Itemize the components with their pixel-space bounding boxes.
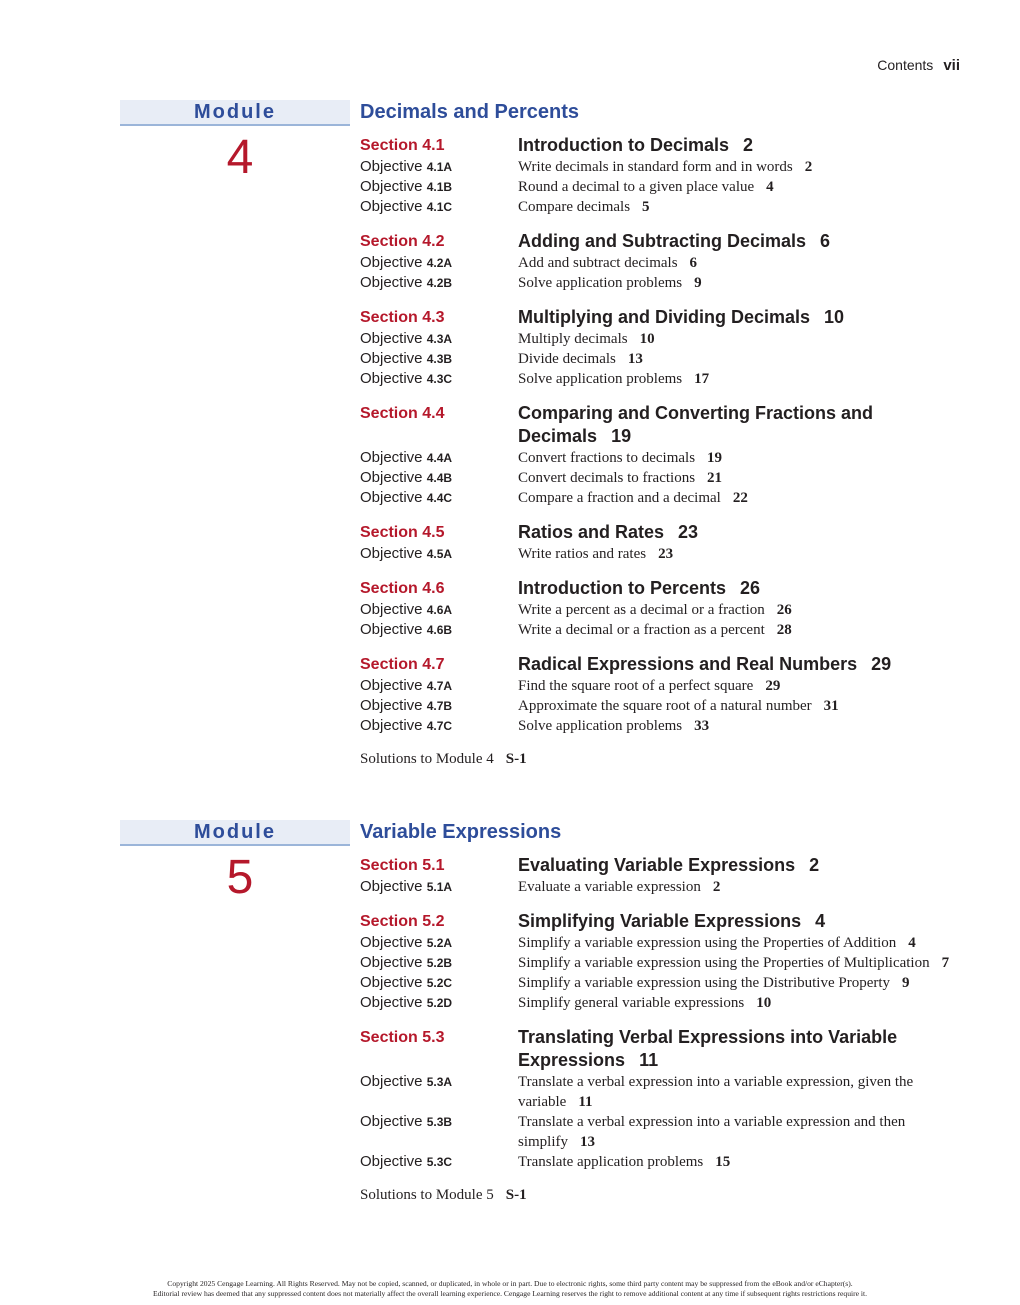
copyright-footer bbox=[0, 1279, 1020, 1299]
objective-link[interactable] bbox=[518, 253, 970, 273]
objective-link[interactable] bbox=[518, 329, 970, 349]
section-title-link[interactable] bbox=[518, 1026, 970, 1072]
objective-word: Objective bbox=[360, 178, 423, 195]
objective-word: Objective bbox=[360, 198, 423, 215]
objective-label bbox=[360, 716, 518, 736]
objective-link[interactable] bbox=[518, 369, 970, 389]
objective-row bbox=[360, 197, 970, 217]
objective-page: 2 bbox=[712, 879, 721, 895]
section-page: 10 bbox=[824, 307, 845, 327]
objective-code: 4.7B bbox=[426, 699, 453, 713]
objective-text: Simplify a variable expression using the Distributive Property bbox=[518, 975, 891, 991]
objective-label bbox=[360, 620, 518, 640]
objective-link[interactable] bbox=[518, 933, 970, 953]
objective-code: 4.1C bbox=[426, 200, 453, 214]
objective-word: Objective bbox=[360, 370, 423, 387]
objective-label bbox=[360, 349, 518, 369]
module-contents bbox=[360, 820, 970, 1205]
objective-word: Objective bbox=[360, 621, 423, 638]
objective-label bbox=[360, 696, 518, 716]
module-number: 5 bbox=[226, 851, 254, 904]
objective-link[interactable] bbox=[518, 676, 970, 696]
section-entry bbox=[360, 306, 970, 389]
section-label: Section 4.3 bbox=[360, 309, 445, 326]
section-page: 26 bbox=[740, 578, 761, 598]
section-entry bbox=[360, 854, 970, 897]
section-label: Section 5.3 bbox=[360, 1029, 445, 1046]
objective-word: Objective bbox=[360, 1153, 423, 1170]
objective-word: Objective bbox=[360, 469, 423, 486]
solutions-page: S-1 bbox=[505, 751, 527, 767]
section-heading-row bbox=[360, 910, 970, 933]
copyright-line: Copyright 2025 Cengage Learning. All Rights Reserved. May not be copied, scanned, or duplicated, in whole or in part. Due to electronic rights, some third party content may be suppressed from the eBook and/or eChapter(s). bbox=[167, 1279, 853, 1288]
objective-code: 5.2B bbox=[426, 956, 453, 970]
objective-row bbox=[360, 620, 970, 640]
section-title-link[interactable] bbox=[518, 230, 970, 253]
objective-label bbox=[360, 329, 518, 349]
section-heading-row bbox=[360, 402, 970, 448]
objective-link[interactable] bbox=[518, 177, 970, 197]
objective-word: Objective bbox=[360, 1113, 423, 1130]
objective-page: 13 bbox=[580, 1134, 596, 1150]
section-title-link[interactable] bbox=[518, 910, 970, 933]
objective-code: 5.2A bbox=[426, 936, 453, 950]
objective-word: Objective bbox=[360, 545, 423, 562]
section-title-link[interactable] bbox=[518, 521, 970, 544]
objective-label bbox=[360, 369, 518, 389]
objective-link[interactable] bbox=[518, 716, 970, 736]
objective-code: 4.5A bbox=[426, 547, 453, 561]
section-page: 6 bbox=[820, 231, 831, 251]
section-title: Simplifying Variable Expressions bbox=[518, 911, 802, 931]
objective-page: 15 bbox=[715, 1154, 731, 1170]
section-heading-row bbox=[360, 134, 970, 157]
objective-label bbox=[360, 544, 518, 564]
section-label: Section 4.5 bbox=[360, 524, 445, 541]
objective-page: 22 bbox=[732, 490, 748, 506]
objective-link[interactable] bbox=[518, 468, 970, 488]
objective-word: Objective bbox=[360, 330, 423, 347]
objective-link[interactable] bbox=[518, 973, 970, 993]
section-label: Section 5.1 bbox=[360, 857, 445, 874]
objective-code: 4.3C bbox=[426, 372, 453, 386]
module-contents bbox=[360, 100, 970, 769]
objective-text: Divide decimals bbox=[518, 351, 616, 367]
section-page: 23 bbox=[678, 522, 699, 542]
objective-page: 28 bbox=[776, 622, 792, 638]
objective-page: 19 bbox=[707, 450, 723, 466]
objective-page: 4 bbox=[766, 179, 774, 195]
objective-word: Objective bbox=[360, 1073, 423, 1090]
objective-label bbox=[360, 468, 518, 488]
objective-word: Objective bbox=[360, 954, 423, 971]
objective-code: 5.3B bbox=[426, 1115, 453, 1129]
objective-row bbox=[360, 157, 970, 177]
objective-page: 10 bbox=[756, 995, 772, 1011]
objective-page: 29 bbox=[765, 678, 781, 694]
objective-link[interactable] bbox=[518, 877, 970, 897]
objective-row bbox=[360, 349, 970, 369]
objective-row bbox=[360, 253, 970, 273]
objective-row bbox=[360, 273, 970, 293]
objective-row bbox=[360, 973, 970, 993]
section-label: Section 4.6 bbox=[360, 580, 445, 597]
objective-page: 2 bbox=[804, 159, 813, 175]
section-title-link[interactable] bbox=[518, 653, 970, 676]
section-heading-row bbox=[360, 306, 970, 329]
objective-word: Objective bbox=[360, 489, 423, 506]
section-title: Multiplying and Dividing Decimals bbox=[518, 307, 811, 327]
objective-text: Simplify a variable expression using the Properties of Multiplication bbox=[518, 955, 930, 971]
objective-text: Evaluate a variable expression bbox=[518, 879, 701, 895]
section-title: Radical Expressions and Real Numbers bbox=[518, 654, 858, 674]
objective-word: Objective bbox=[360, 254, 423, 271]
solutions-page: S-1 bbox=[505, 1187, 527, 1203]
objective-word: Objective bbox=[360, 350, 423, 367]
objective-row bbox=[360, 933, 970, 953]
section-entry bbox=[360, 577, 970, 640]
objective-code: 4.4A bbox=[426, 451, 453, 465]
objective-page: 33 bbox=[694, 718, 710, 734]
section-label: Section 5.2 bbox=[360, 913, 445, 930]
objective-link[interactable] bbox=[518, 488, 970, 508]
section-entry bbox=[360, 910, 970, 1013]
objective-word: Objective bbox=[360, 717, 423, 734]
objective-word: Objective bbox=[360, 601, 423, 618]
objective-page: 7 bbox=[941, 955, 950, 971]
objective-text: Write a percent as a decimal or a fraction bbox=[518, 602, 765, 618]
objective-page: 9 bbox=[694, 275, 702, 291]
section-title: Ratios and Rates bbox=[518, 522, 665, 542]
objective-code: 4.1B bbox=[426, 180, 453, 194]
objective-label bbox=[360, 1072, 518, 1092]
objective-label bbox=[360, 1112, 518, 1132]
objective-text: Write ratios and rates bbox=[518, 546, 647, 562]
objective-text: Solve application problems bbox=[518, 275, 683, 291]
objective-link[interactable] bbox=[518, 448, 970, 468]
solutions-text: Solutions to Module 5 bbox=[360, 1187, 494, 1203]
objective-code: 5.3A bbox=[426, 1075, 453, 1089]
section-title: Evaluating Variable Expressions bbox=[518, 855, 796, 875]
objective-text: Write decimals in standard form and in words bbox=[518, 159, 793, 175]
objective-link[interactable] bbox=[518, 1072, 970, 1112]
objective-row bbox=[360, 544, 970, 564]
objective-label bbox=[360, 877, 518, 897]
objective-page: 23 bbox=[658, 546, 674, 562]
section-label: Section 4.1 bbox=[360, 137, 445, 154]
objective-text: Find the square root of a perfect square bbox=[518, 678, 754, 694]
objective-row bbox=[360, 1072, 970, 1112]
objective-row bbox=[360, 676, 970, 696]
objective-page: 21 bbox=[707, 470, 723, 486]
section-title-link[interactable] bbox=[518, 577, 970, 600]
objective-label bbox=[360, 448, 518, 468]
objective-row bbox=[360, 448, 970, 468]
section-title-link[interactable] bbox=[518, 306, 970, 329]
section-page: 2 bbox=[743, 135, 754, 155]
section-heading-row bbox=[360, 653, 970, 676]
objective-link[interactable] bbox=[518, 157, 970, 177]
section-page: 19 bbox=[611, 426, 632, 446]
objective-page: 5 bbox=[642, 199, 650, 215]
objective-label bbox=[360, 676, 518, 696]
solutions-text: Solutions to Module 4 bbox=[360, 751, 494, 767]
section-heading-row bbox=[360, 230, 970, 253]
objective-text: Approximate the square root of a natural number bbox=[518, 698, 812, 714]
objective-text: Compare decimals bbox=[518, 199, 631, 215]
objective-link[interactable] bbox=[518, 197, 970, 217]
objective-code: 4.3B bbox=[426, 352, 453, 366]
objective-label bbox=[360, 993, 518, 1013]
objective-text: Write a decimal or a fraction as a percent bbox=[518, 622, 765, 638]
section-heading-row bbox=[360, 577, 970, 600]
objective-word: Objective bbox=[360, 934, 423, 951]
objective-link[interactable] bbox=[518, 620, 970, 640]
solutions-link[interactable] bbox=[360, 1185, 970, 1205]
objective-code: 5.2D bbox=[426, 996, 453, 1010]
objective-page: 13 bbox=[627, 351, 643, 367]
objective-code: 4.7C bbox=[426, 719, 453, 733]
section-entry bbox=[360, 653, 970, 736]
solutions-link[interactable] bbox=[360, 749, 970, 769]
section-heading-row bbox=[360, 521, 970, 544]
objective-link[interactable] bbox=[518, 349, 970, 369]
module-label: Module bbox=[120, 100, 350, 126]
objective-label bbox=[360, 197, 518, 217]
objective-row bbox=[360, 600, 970, 620]
objective-label bbox=[360, 253, 518, 273]
objective-row bbox=[360, 716, 970, 736]
objective-label bbox=[360, 488, 518, 508]
objective-code: 5.3C bbox=[426, 1155, 453, 1169]
section-entry bbox=[360, 1026, 970, 1172]
section-label: Section 4.7 bbox=[360, 656, 445, 673]
objective-row bbox=[360, 369, 970, 389]
objective-word: Objective bbox=[360, 697, 423, 714]
objective-text: Translate a verbal expression into a variable expression, given the variable bbox=[518, 1074, 914, 1110]
objective-row bbox=[360, 468, 970, 488]
objective-word: Objective bbox=[360, 994, 423, 1011]
objective-page: 11 bbox=[578, 1094, 593, 1110]
objective-text: Multiply decimals bbox=[518, 331, 628, 347]
module-title[interactable]: Decimals and Percents bbox=[360, 101, 579, 123]
objective-word: Objective bbox=[360, 677, 423, 694]
objective-row bbox=[360, 953, 970, 973]
objective-label bbox=[360, 177, 518, 197]
section-title-link[interactable] bbox=[518, 134, 970, 157]
objective-row bbox=[360, 993, 970, 1013]
copyright-line: Editorial review has deemed that any suppressed content does not materially affect the overall learning experience. Cengage Learning reserves the right to remove additional content at any time if subsequent rights restrictions require it. bbox=[152, 1289, 868, 1298]
objective-label bbox=[360, 273, 518, 293]
objective-code: 4.4B bbox=[426, 471, 453, 485]
objective-text: Simplify general variable expressions bbox=[518, 995, 745, 1011]
section-heading-row bbox=[360, 854, 970, 877]
section-label: Section 4.2 bbox=[360, 233, 445, 250]
module-number: 4 bbox=[226, 131, 254, 184]
module-title[interactable]: Variable Expressions bbox=[360, 821, 562, 843]
objective-page: 26 bbox=[776, 602, 792, 618]
objective-label bbox=[360, 157, 518, 177]
section-label: Section 4.4 bbox=[360, 405, 445, 422]
running-header-label: Contents bbox=[877, 57, 934, 73]
objective-text: Solve application problems bbox=[518, 718, 683, 734]
section-page: 11 bbox=[639, 1050, 659, 1070]
objective-code: 4.2A bbox=[426, 256, 453, 270]
objective-link[interactable] bbox=[518, 953, 970, 973]
objective-row bbox=[360, 877, 970, 897]
objective-label bbox=[360, 933, 518, 953]
objective-page: 10 bbox=[639, 331, 655, 347]
objective-text: Simplify a variable expression using the Properties of Addition bbox=[518, 935, 897, 951]
section-page: 29 bbox=[871, 654, 892, 674]
objective-row bbox=[360, 329, 970, 349]
objective-link[interactable] bbox=[518, 1152, 970, 1172]
objective-page: 9 bbox=[902, 975, 910, 991]
section-entry bbox=[360, 230, 970, 293]
objective-word: Objective bbox=[360, 274, 423, 291]
objective-link[interactable] bbox=[518, 993, 970, 1013]
objective-link[interactable] bbox=[518, 600, 970, 620]
module-label: Module bbox=[120, 820, 350, 846]
page-number: vii bbox=[943, 57, 960, 74]
section-title-link[interactable] bbox=[518, 854, 970, 877]
objective-label bbox=[360, 973, 518, 993]
objective-word: Objective bbox=[360, 449, 423, 466]
objective-link[interactable] bbox=[518, 273, 970, 293]
objective-row bbox=[360, 1112, 970, 1152]
section-entry bbox=[360, 134, 970, 217]
objective-label bbox=[360, 953, 518, 973]
objective-page: 4 bbox=[908, 935, 916, 951]
objective-code: 4.7A bbox=[426, 679, 453, 693]
objective-word: Objective bbox=[360, 974, 423, 991]
objective-text: Solve application problems bbox=[518, 371, 683, 387]
objective-word: Objective bbox=[360, 878, 423, 895]
objective-row bbox=[360, 177, 970, 197]
running-header bbox=[877, 57, 960, 74]
objective-page: 31 bbox=[823, 698, 839, 714]
objective-code: 4.3A bbox=[426, 332, 453, 346]
objective-code: 4.6B bbox=[426, 623, 453, 637]
objective-code: 4.6A bbox=[426, 603, 453, 617]
objective-code: 4.2B bbox=[426, 276, 453, 290]
objective-label bbox=[360, 600, 518, 620]
section-entry bbox=[360, 521, 970, 564]
objective-text: Round a decimal to a given place value bbox=[518, 179, 755, 195]
objective-code: 5.1A bbox=[426, 880, 453, 894]
objective-text: Translate application problems bbox=[518, 1154, 704, 1170]
objective-label bbox=[360, 1152, 518, 1172]
section-title: Adding and Subtracting Decimals bbox=[518, 231, 807, 251]
objective-row bbox=[360, 1152, 970, 1172]
objective-row bbox=[360, 696, 970, 716]
objective-text: Translate a verbal expression into a variable expression and then simplify bbox=[518, 1114, 906, 1150]
objective-text: Compare a fraction and a decimal bbox=[518, 490, 721, 506]
section-title: Comparing and Converting Fractions and Decimals bbox=[518, 403, 874, 446]
objective-code: 4.1A bbox=[426, 160, 453, 174]
objective-link[interactable] bbox=[518, 1112, 970, 1152]
section-page: 4 bbox=[815, 911, 826, 931]
objective-link[interactable] bbox=[518, 696, 970, 716]
section-title-link[interactable] bbox=[518, 402, 970, 448]
objective-word: Objective bbox=[360, 158, 423, 175]
objective-row bbox=[360, 488, 970, 508]
objective-text: Convert decimals to fractions bbox=[518, 470, 696, 486]
objective-page: 6 bbox=[689, 255, 698, 271]
objective-link[interactable] bbox=[518, 544, 970, 564]
objective-page: 17 bbox=[694, 371, 710, 387]
section-page: 2 bbox=[809, 855, 820, 875]
section-title: Translating Verbal Expressions into Variable Expressions bbox=[518, 1027, 898, 1070]
section-title: Introduction to Percents bbox=[518, 578, 727, 598]
objective-text: Add and subtract decimals bbox=[518, 255, 678, 271]
section-heading-row bbox=[360, 1026, 970, 1072]
section-entry bbox=[360, 402, 970, 508]
objective-code: 5.2C bbox=[426, 976, 453, 990]
section-title: Introduction to Decimals bbox=[518, 135, 730, 155]
objective-code: 4.4C bbox=[426, 491, 453, 505]
objective-text: Convert fractions to decimals bbox=[518, 450, 696, 466]
